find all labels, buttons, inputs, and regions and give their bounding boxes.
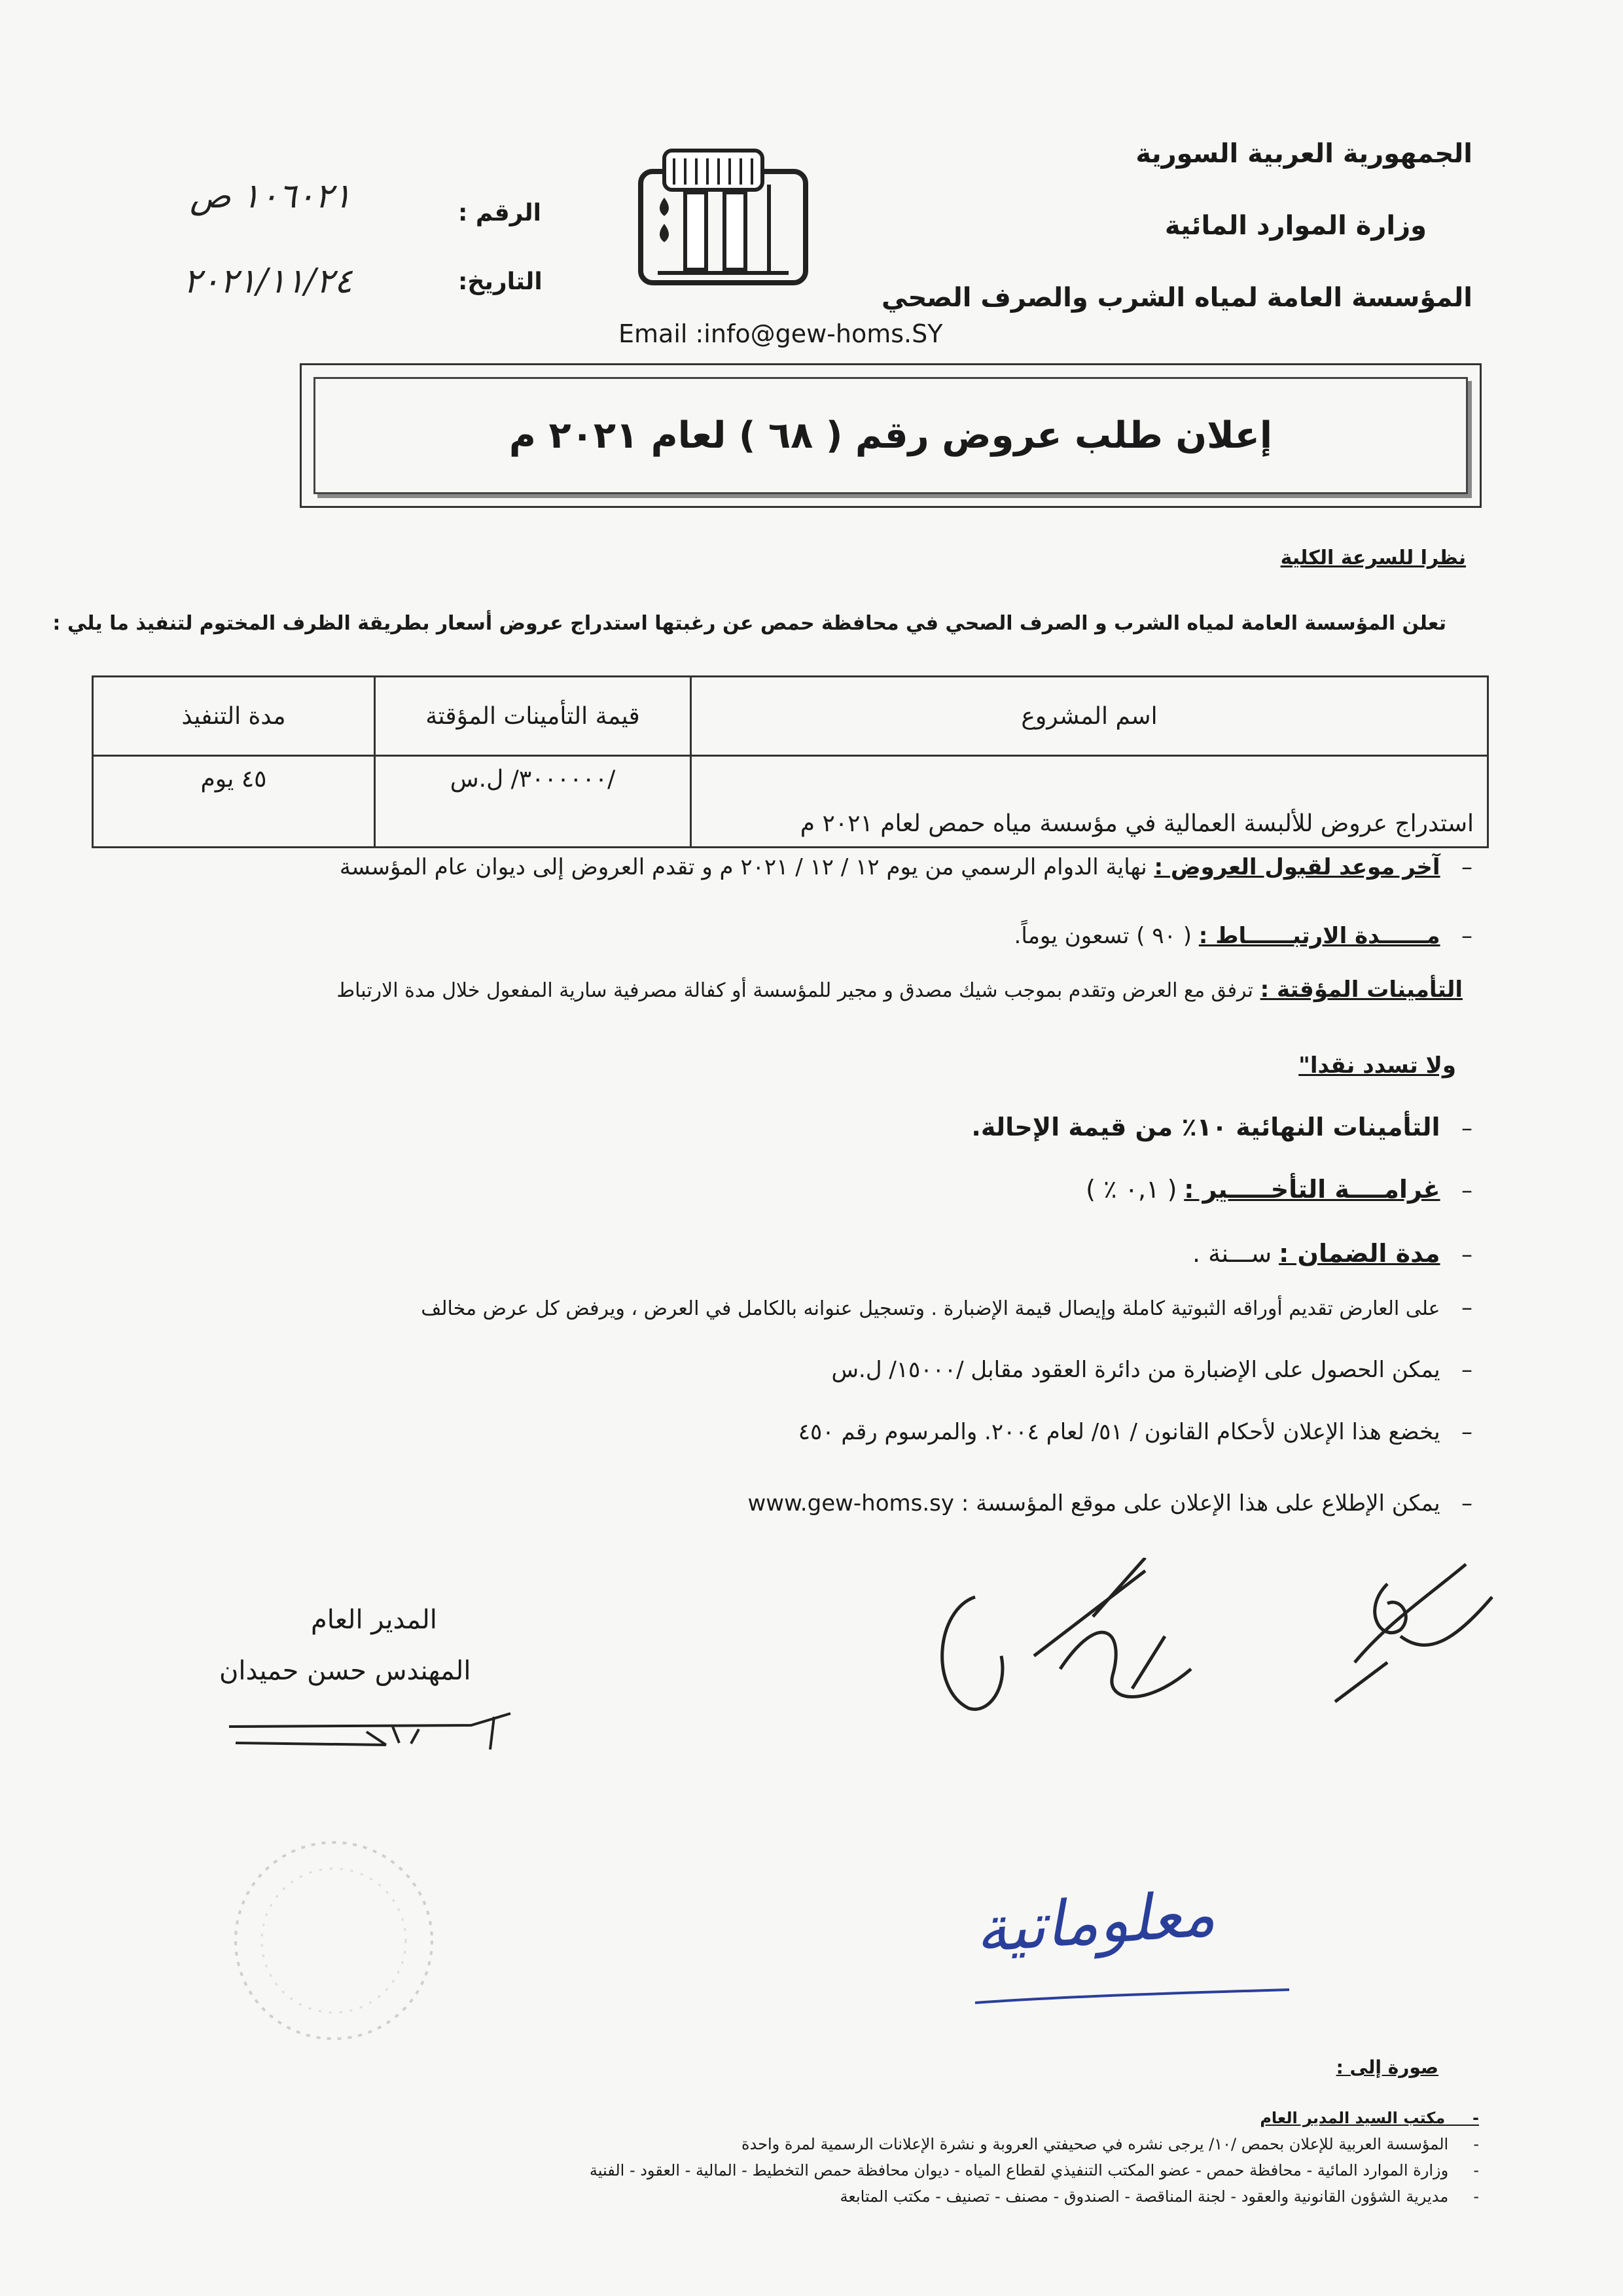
bullet-dash: - [1448,2135,1479,2153]
intro-text: تعلن المؤسسة العامة لمياه الشرب و الصرف الصحي في محافظة حمص عن رغبتها استدراج عروض أسعار بطريقة الظرف المختوم لتنفيذ ما يلي : [52,612,1446,635]
urgency-note: نظرا للسرعة الكلية [1280,547,1466,569]
clause-deadline [340,854,1472,880]
dossier-text: يمكن الحصول على الإضبارة من دائرة العقود مقابل /١٥٠٠٠/ ل.س [831,1357,1440,1383]
copy-to-item [1260,2109,1479,2127]
copy-to-item-text: مكتب السيد المدير العام [1260,2109,1446,2127]
handwritten-note-underline [969,1986,1296,2013]
cell-duration: ٤٥ يوم [93,756,375,848]
institution-logo [638,145,808,286]
header-duration: مدة التنفيذ [93,677,375,756]
clause-binding [1014,923,1472,949]
copy-to-item-text: وزارة الموارد المائية - محافظة حمص - عضو المكتب التنفيذي لقطاع المياه - ديوان محافظة حمص التخطيط - المالية - العقود - الفنية [589,2161,1449,2179]
copy-to-item [741,2135,1479,2153]
announcement-title: إعلان طلب عروض رقم ( ٦٨ ) لعام ٢٠٢١ م [313,377,1468,494]
bullet-dash: – [1440,1490,1472,1516]
signature-underline-scribble [223,1707,530,1759]
clause-law [798,1419,1472,1445]
no-cash-note: ولا تسدد نقدا" [1298,1052,1456,1079]
clause-bidder [421,1295,1472,1321]
clause-penalty [1086,1175,1472,1204]
copy-to-item-text: مديرية الشؤون القانونية والعقود - لجنة المناقصة - الصندوق - مصنف - تصنيف - مكتب المتابعة [840,2187,1449,2206]
header-institution: المؤسسة العامة لمياه الشرب والصرف الصحي [881,283,1472,313]
penalty-label: غرامــــة التأخـــــير : [1184,1175,1440,1204]
header-ministry: وزارة الموارد المائية [1164,211,1427,241]
website-text: يمكن الإطلاع على هذا الإعلان على موقع المؤسسة : [961,1490,1440,1516]
bullet-dash: – [1440,1115,1472,1141]
handwritten-note: معلوماتية [972,1876,1218,1967]
table-header-row [93,677,1488,756]
copy-to-label: صورة إلى : [1336,2056,1438,2078]
bullet-dash: – [1440,1177,1472,1204]
bullet-dash: – [1440,1242,1472,1268]
cell-project-name: استدراج عروض للألبسة العمالية في مؤسسة مياه حمص لعام ٢٠٢١ م [691,756,1488,848]
copy-to-item-text: المؤسسة العربية للإعلان بحمص /١٠/ يرجى نشره في صحيفتي العروبة و نشرة الإعلانات الرسمية لمرة واحدة [741,2135,1449,2153]
stamp-mark [226,1833,442,2049]
final-ins-text: التأمينات النهائية ١٠٪ من قيمة الإحالة. [971,1113,1440,1141]
bullet-dash: - [1448,2187,1479,2206]
bullet-dash: - [1445,2109,1479,2127]
bullet-dash: – [1440,1419,1472,1445]
handwritten-signatures [929,1558,1584,1754]
deadline-text: نهاية الدوام الرسمي من يوم ١٢ / ١٢ / ٢٠٢١ م و تقدم العروض إلى ديوان عام المؤسسة [339,854,1147,880]
warranty-text: ســـنة . [1192,1239,1272,1268]
email: Email :info@gew-homs.SY [618,319,943,348]
projects-table [92,675,1489,848]
bidder-text: على العارض تقديم أوراقه الثبوتية كاملة وإيصال قيمة الإضبارة . وتسجيل عنوانه بالكامل في العرض ، ويرفض كل عرض مخالف [421,1297,1440,1320]
binding-label: مــــــدة الارتبــــــاط : [1198,923,1440,949]
bullet-dash: – [1440,1295,1472,1321]
clause-warranty [1192,1239,1472,1268]
warranty-label: مدة الضمان : [1279,1239,1440,1268]
number-label: الرقم : [458,200,541,226]
website-url[interactable]: www.gew-homs.sy [747,1490,955,1516]
bullet-dash: - [1448,2161,1479,2179]
temp-ins-text: ترفق مع العرض وتقدم بموجب شيك مصدق و مجير للمؤسسة أو كفالة مصرفية سارية المفعول خلال مدة الارتباط [336,979,1253,1002]
header-temp-insurance: قيمة التأمينات المؤقتة [375,677,691,756]
copy-to-item [590,2161,1479,2179]
deadline-label: آخر موعد لقبول العروض : [1154,854,1440,880]
date-label: التاريخ: [458,268,543,295]
temp-ins-label: التأمينات المؤقتة : [1260,977,1463,1003]
header-project-name: اسم المشروع [691,677,1488,756]
clause-dossier [832,1357,1472,1383]
law-text: يخضع هذا الإعلان لأحكام القانون / ٥١/ لعام ٢٠٠٤. والمرسوم رقم ٤٥٠ [798,1419,1440,1445]
bullet-dash: – [1440,923,1472,949]
copy-to-item [840,2187,1480,2206]
binding-text: ( ٩٠ ) تسعون يوماً. [1014,923,1192,949]
penalty-text: ( ٠,١ ٪ ) [1086,1175,1177,1204]
signature-title: المدير العام [311,1605,437,1635]
bullet-dash: – [1440,1357,1472,1383]
title-box [300,363,1482,508]
table-row [93,756,1488,848]
header-country: الجمهورية العربية السورية [1135,139,1472,169]
clause-website [748,1490,1473,1516]
cell-temp-insurance: /٣٠٠٠٠٠٠/ ل.س [375,756,691,848]
signature-name: المهندس حسن حميدان [219,1656,471,1686]
number-value: ١٠٦٠٢١ ص [190,177,351,216]
clause-final-insurance [971,1113,1472,1141]
bullet-dash: – [1440,854,1472,880]
date-value: ٢٠٢١/١١/٢٤ [183,262,353,301]
clause-temp-insurance [336,977,1463,1003]
